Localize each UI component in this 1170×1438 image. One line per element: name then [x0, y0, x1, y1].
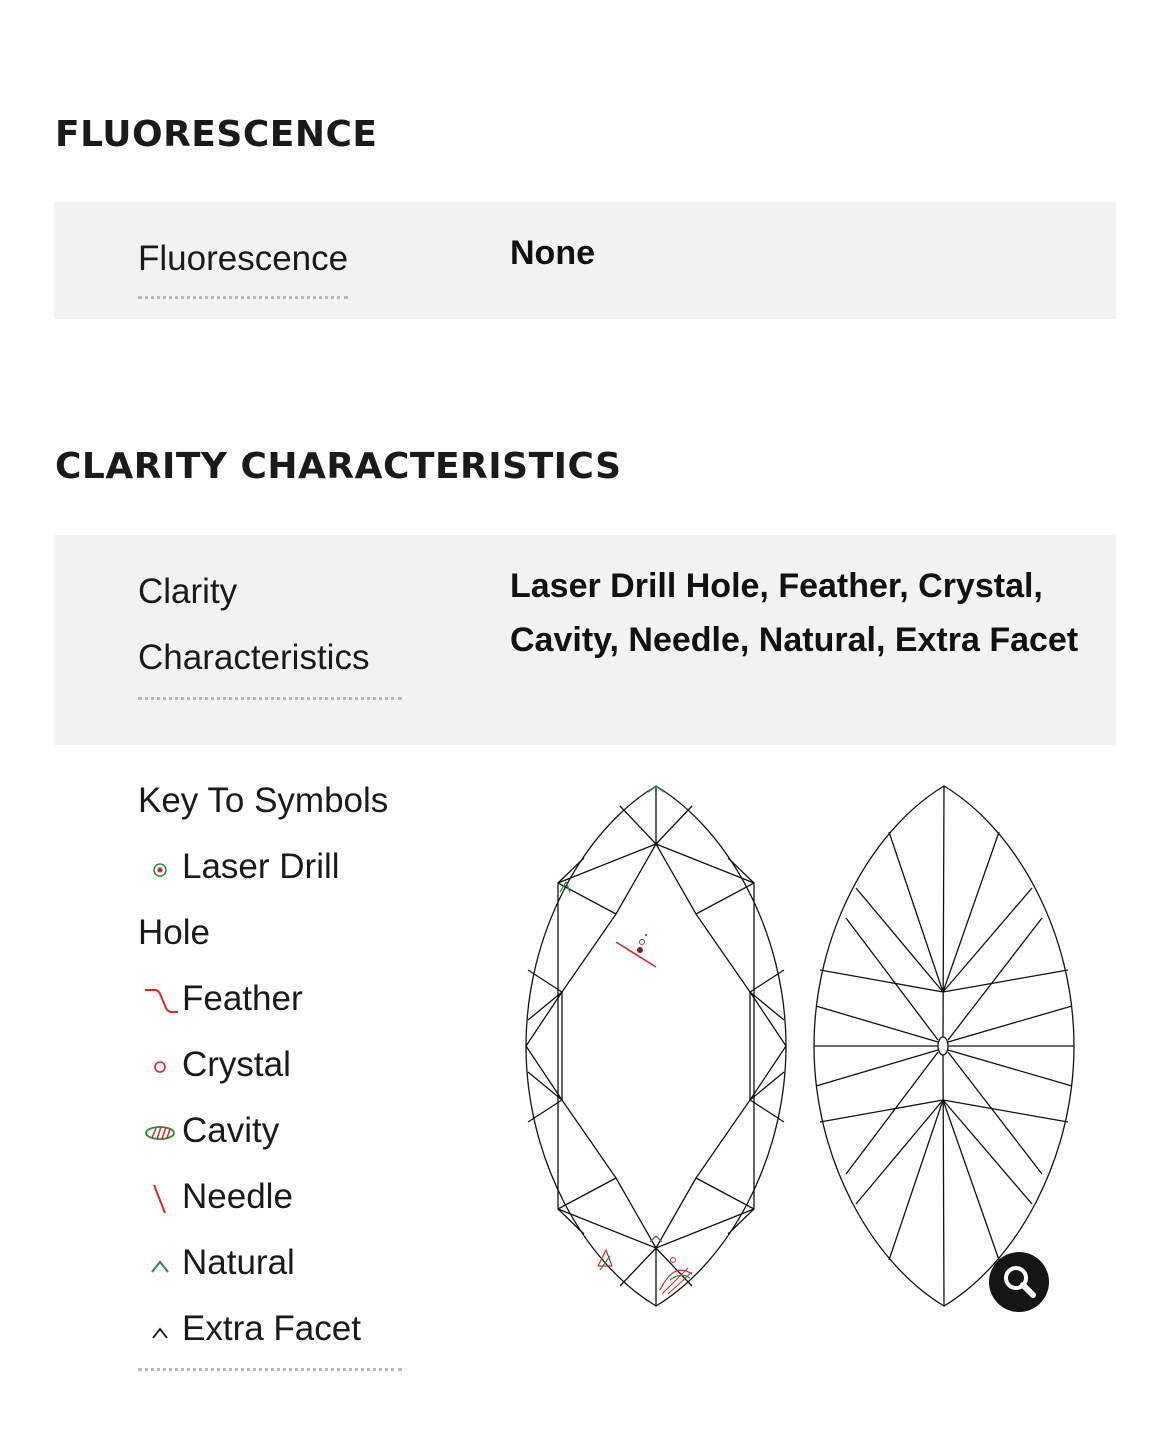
crystal-icon — [138, 1055, 182, 1079]
key-item-feather — [138, 966, 402, 1032]
key-item-cavity — [138, 1098, 402, 1164]
key-item-extra-facet — [138, 1296, 402, 1362]
key-title: Key To Symbols — [138, 781, 389, 820]
fluorescence-value: None — [510, 234, 595, 272]
natural-icon — [138, 1253, 182, 1277]
key-item-label: Natural — [182, 1243, 295, 1282]
feather-icon — [138, 986, 182, 1016]
clarity-plot — [520, 780, 1080, 1315]
clarity-label-line1: Clarity — [138, 572, 238, 611]
key-item-label: Needle — [182, 1177, 293, 1216]
clarity-value: Laser Drill Hole, Feather, Crystal, Cavity, Needle, Natural, Extra Facet — [510, 567, 1079, 659]
laser-drill-hole-icon — [138, 857, 182, 881]
key-to-symbols[interactable] — [138, 768, 402, 1371]
pavilion-view — [814, 786, 1074, 1306]
fluorescence-label[interactable]: Fluorescence — [138, 228, 348, 299]
key-item-label-cont: Hole — [138, 913, 210, 952]
key-item-label: Crystal — [182, 1045, 291, 1084]
key-item-label: Laser Drill — [182, 847, 340, 886]
needle-icon — [138, 1182, 182, 1216]
key-item-label: Cavity — [182, 1111, 280, 1150]
clarity-heading: CLARITY CHARACTERISTICS — [55, 446, 622, 487]
key-item-crystal — [138, 1032, 402, 1098]
crown-view — [526, 786, 786, 1306]
clarity-row — [54, 535, 1116, 745]
cavity-icon — [138, 1121, 182, 1145]
key-item-label: Feather — [182, 979, 303, 1018]
fluorescence-row — [54, 202, 1116, 319]
clarity-label[interactable] — [138, 559, 402, 700]
extra-facet-icon — [138, 1319, 182, 1343]
key-item-laser-drill-hole — [138, 834, 402, 966]
key-item-label: Extra Facet — [182, 1309, 361, 1348]
clarity-label-line2: Characteristics — [138, 638, 370, 677]
magnify-icon[interactable] — [988, 1251, 1050, 1313]
fluorescence-heading: FLUORESCENCE — [55, 114, 378, 155]
key-item-natural — [138, 1230, 402, 1296]
key-item-needle — [138, 1164, 402, 1230]
